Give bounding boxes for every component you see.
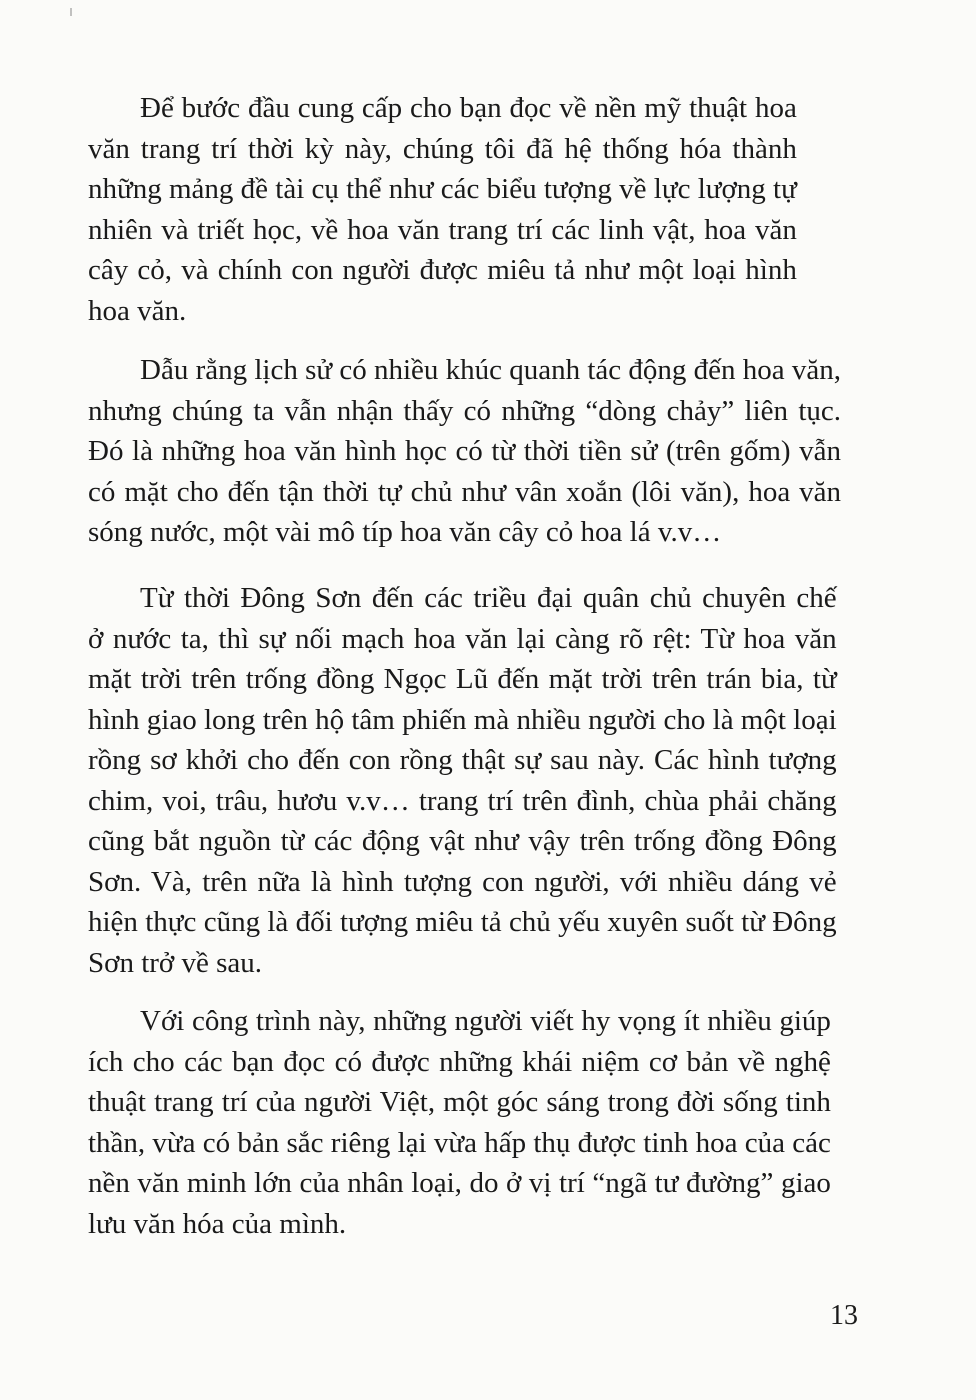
text-line: có mặt cho đến tận thời tự chủ như vân xoắn (lôi văn), hoa văn <box>88 475 842 508</box>
text-line: sóng nước, một vài mô típ hoa văn cây cỏ hoa lá v.v… <box>88 516 722 548</box>
text-line: mặt trời trên trống đồng Ngọc Lũ đến mặt trời trên trán bia, từ <box>88 663 837 695</box>
text-line: nhưng chúng ta vẫn nhận thấy có những “dòng chảy” liên tục. <box>88 394 842 427</box>
text-line: Để bước đầu cung cấp cho bạn đọc về nền mỹ thuật hoa <box>140 92 797 124</box>
text-line: nền văn minh lớn của nhân loại, do ở vị trí “ngã tư đường” giao <box>88 1167 831 1199</box>
text-line: Sơn. Và, trên nữa là hình tượng con người, với nhiều dáng vẻ <box>88 865 837 898</box>
scan-mark <box>70 8 72 16</box>
text-line: lưu văn hóa của mình. <box>88 1207 347 1240</box>
text-line: hoa văn. <box>88 294 187 327</box>
text-line: rồng sơ khởi cho đến con rồng thật sự sau này. Các hình tượng <box>88 744 837 776</box>
page-number: 13 <box>830 1300 858 1331</box>
text-line: Từ thời Đông Sơn đến các triều đại quân chủ chuyên chế <box>140 582 837 614</box>
text-line: thuật trang trí của người Việt, một góc sáng trong đời sống tinh <box>88 1086 831 1118</box>
paragraph-4 <box>88 1001 831 1244</box>
text-line: Dẫu rằng lịch sử có nhiều khúc quanh tác động đến hoa văn, <box>140 354 842 386</box>
text-line: Đó là những hoa văn hình học có từ thời tiền sử (trên gốm) vẫn <box>88 435 842 467</box>
text-line: Với công trình này, những người viết hy vọng ít nhiều giúp <box>140 1005 831 1037</box>
paragraph-3 <box>88 578 837 983</box>
paragraph-1 <box>88 88 797 331</box>
text-line: cây cỏ, và chính con người được miêu tả như một loại hình <box>88 254 797 286</box>
text-line: ích cho các bạn đọc có được những khái niệm cơ bản về nghệ <box>88 1045 831 1078</box>
text-line: chim, voi, trâu, hươu v.v… trang trí trên đình, chùa phải chăng <box>88 784 837 817</box>
paragraph-2 <box>88 350 841 553</box>
text-line: những mảng đề tài cụ thể như các biểu tượng về lực lượng tự <box>88 173 797 205</box>
text-line: hiện thực cũng là đối tượng miêu tả chủ yếu xuyên suốt từ Đông <box>88 906 837 938</box>
text-line: cũng bắt nguồn từ các động vật như vậy trên trống đồng Đông <box>88 825 837 857</box>
text-line: thần, vừa có bản sắc riêng lại vừa hấp thụ được tinh hoa của các <box>88 1126 831 1159</box>
text-line: văn trang trí thời kỳ này, chúng tôi đã hệ thống hóa thành <box>88 132 797 165</box>
text-line: Sơn trở về sau. <box>88 946 263 979</box>
text-line: ở nước ta, thì sự nối mạch hoa văn lại càng rõ rệt: Từ hoa văn <box>88 622 837 655</box>
text-line: hình giao long trên hộ tâm phiến mà nhiều người cho là một loại <box>88 703 837 736</box>
text-line: nhiên và triết học, về hoa văn trang trí các linh vật, hoa văn <box>88 213 797 246</box>
